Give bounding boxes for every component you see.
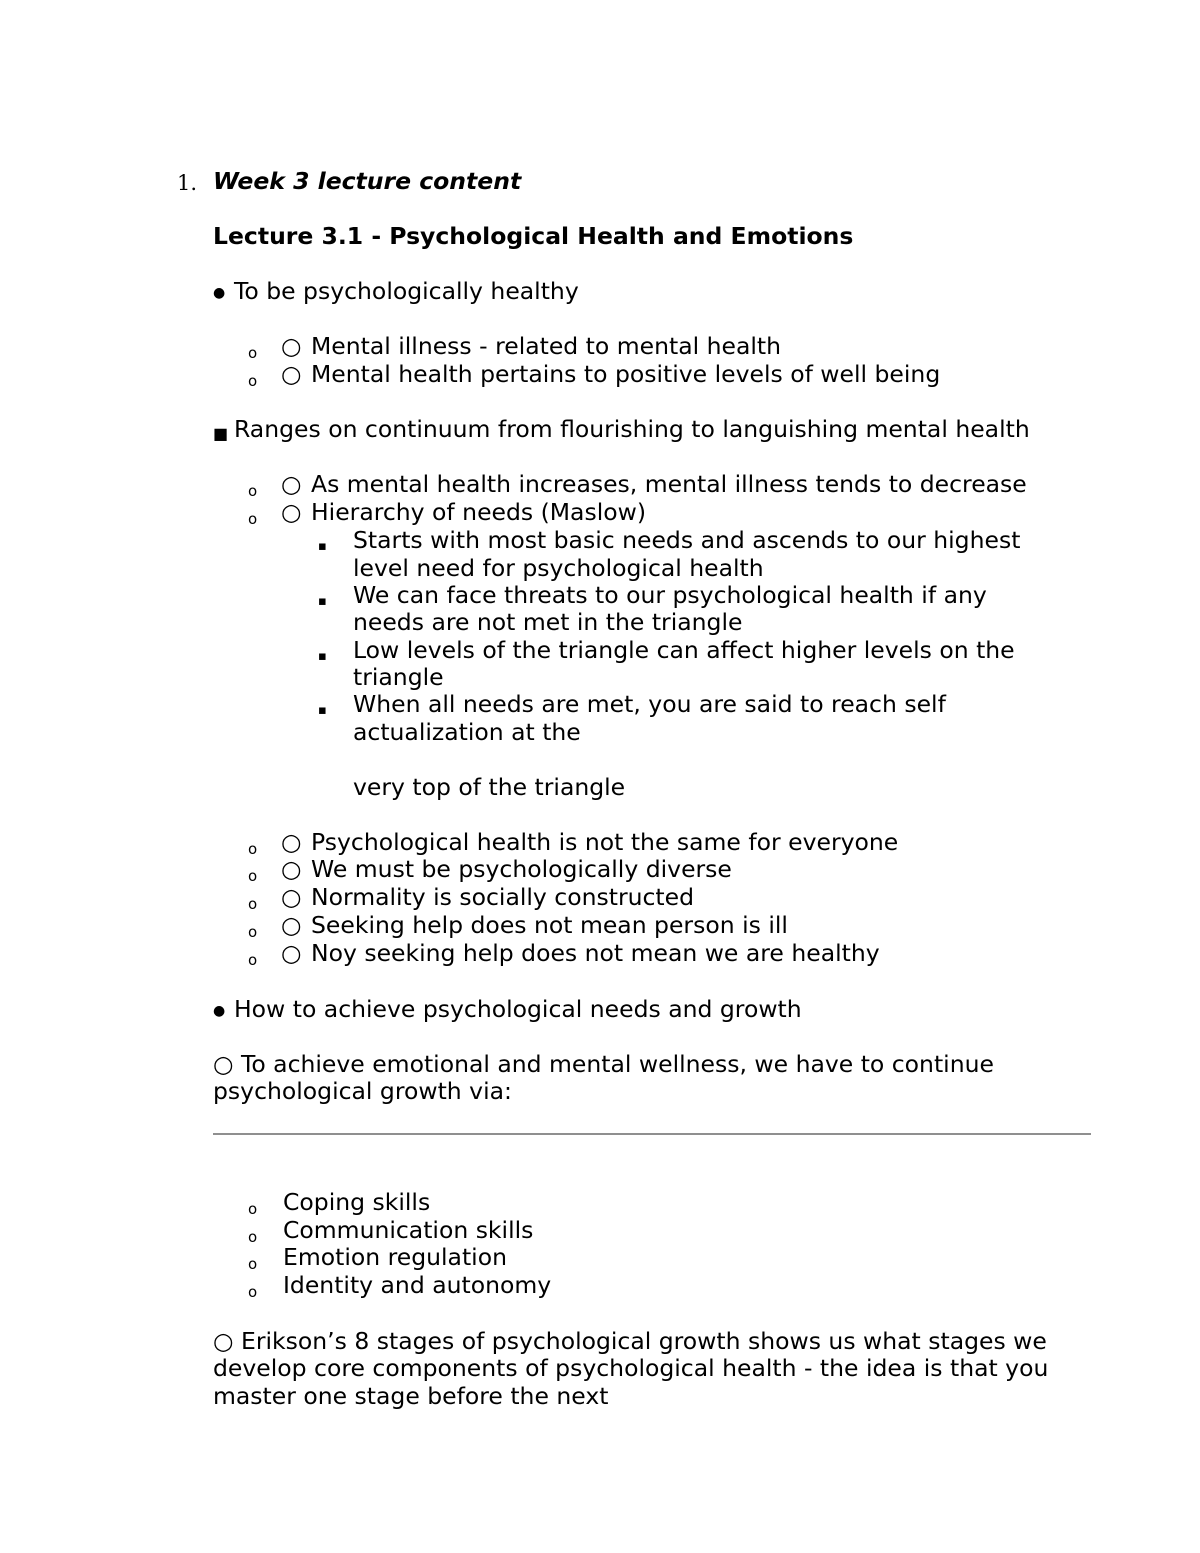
small-circle-icon: o: [248, 840, 258, 858]
sub-list-item: Low levels of the triangle can affect higher levels on the: [353, 636, 1015, 664]
page-title: Week 3 lecture content: [213, 167, 522, 195]
sub-list-item-cont: triangle: [353, 663, 444, 691]
small-circle-icon: o: [248, 951, 258, 969]
circle-icon: ○: [281, 470, 302, 498]
section-heading: Ranges on continuum from flourishing to languishing mental health: [234, 415, 1030, 443]
sub-list-continuation: very top of the triangle: [353, 773, 626, 801]
paragraph-line: ○ To achieve emotional and mental wellness, we have to continue: [213, 1050, 994, 1078]
list-item: We must be psychologically diverse: [311, 855, 732, 883]
list-item: Psychological health is not the same for everyone: [311, 828, 899, 856]
list-item: As mental health increases, mental illness tends to decrease: [311, 470, 1027, 498]
circle-icon: ○: [281, 360, 302, 388]
sub-list-item-cont: actualization at the: [353, 718, 581, 746]
small-circle-icon: o: [248, 895, 258, 913]
circle-icon: ○: [281, 939, 302, 967]
sub-list-item: We can face threats to our psychological health if any: [353, 581, 987, 609]
small-circle-icon: o: [248, 372, 258, 390]
bullet-icon: ●: [213, 285, 226, 301]
list-item: Coping skills: [283, 1188, 431, 1216]
list-item: Hierarchy of needs (Maslow): [311, 498, 647, 526]
circle-icon: ○: [281, 883, 302, 911]
list-item: Noy seeking help does not mean we are healthy: [311, 939, 880, 967]
sub-list-item-cont: level need for psychological health: [353, 554, 764, 582]
list-item: Identity and autonomy: [283, 1271, 552, 1299]
small-circle-icon: o: [248, 482, 258, 500]
paragraph-line: psychological growth via:: [213, 1077, 512, 1105]
small-circle-icon: o: [248, 1255, 258, 1273]
section-heading: To be psychologically healthy: [234, 277, 579, 305]
sub-list-item: When all needs are met, you are said to reach self: [353, 690, 946, 718]
small-circle-icon: o: [248, 867, 258, 885]
section-heading: How to achieve psychological needs and growth: [234, 995, 802, 1023]
small-square-icon: ▪: [318, 594, 327, 609]
small-square-icon: ▪: [318, 539, 327, 554]
small-circle-icon: o: [248, 1283, 258, 1301]
list-item: Mental illness - related to mental health: [311, 332, 781, 360]
lecture-title: Lecture 3.1 - Psychological Health and Emotions: [213, 222, 854, 250]
circle-icon: ○: [281, 911, 302, 939]
small-circle-icon: o: [248, 923, 258, 941]
small-circle-icon: o: [248, 1228, 258, 1246]
list-item: Normality is socially constructed: [311, 883, 695, 911]
list-item: Seeking help does not mean person is ill: [311, 911, 788, 939]
circle-icon: ○: [281, 498, 302, 526]
square-bullet-icon: ■: [213, 424, 229, 443]
circle-icon: ○: [281, 332, 302, 360]
circle-icon: ○: [281, 828, 302, 856]
paragraph-line: develop core components of psychological health - the idea is that you: [213, 1354, 1049, 1382]
circle-icon: ○: [281, 855, 302, 883]
small-circle-icon: o: [248, 1200, 258, 1218]
paragraph-line: ○ Erikson’s 8 stages of psychological growth shows us what stages we: [213, 1327, 1047, 1355]
sub-list-item: Starts with most basic needs and ascends to our highest: [353, 526, 1021, 554]
small-circle-icon: o: [248, 344, 258, 362]
paragraph-line: master one stage before the next: [213, 1382, 609, 1410]
small-square-icon: ▪: [318, 649, 327, 664]
horizontal-rule: [213, 1133, 1091, 1135]
list-item: Communication skills: [283, 1216, 534, 1244]
list-number: 1.: [177, 171, 198, 195]
bullet-icon: ●: [213, 1003, 226, 1019]
list-item: Mental health pertains to positive levels of well being: [311, 360, 941, 388]
small-circle-icon: o: [248, 510, 258, 528]
small-square-icon: ▪: [318, 703, 327, 718]
sub-list-item-cont: needs are not met in the triangle: [353, 608, 743, 636]
list-item: Emotion regulation: [283, 1243, 507, 1271]
